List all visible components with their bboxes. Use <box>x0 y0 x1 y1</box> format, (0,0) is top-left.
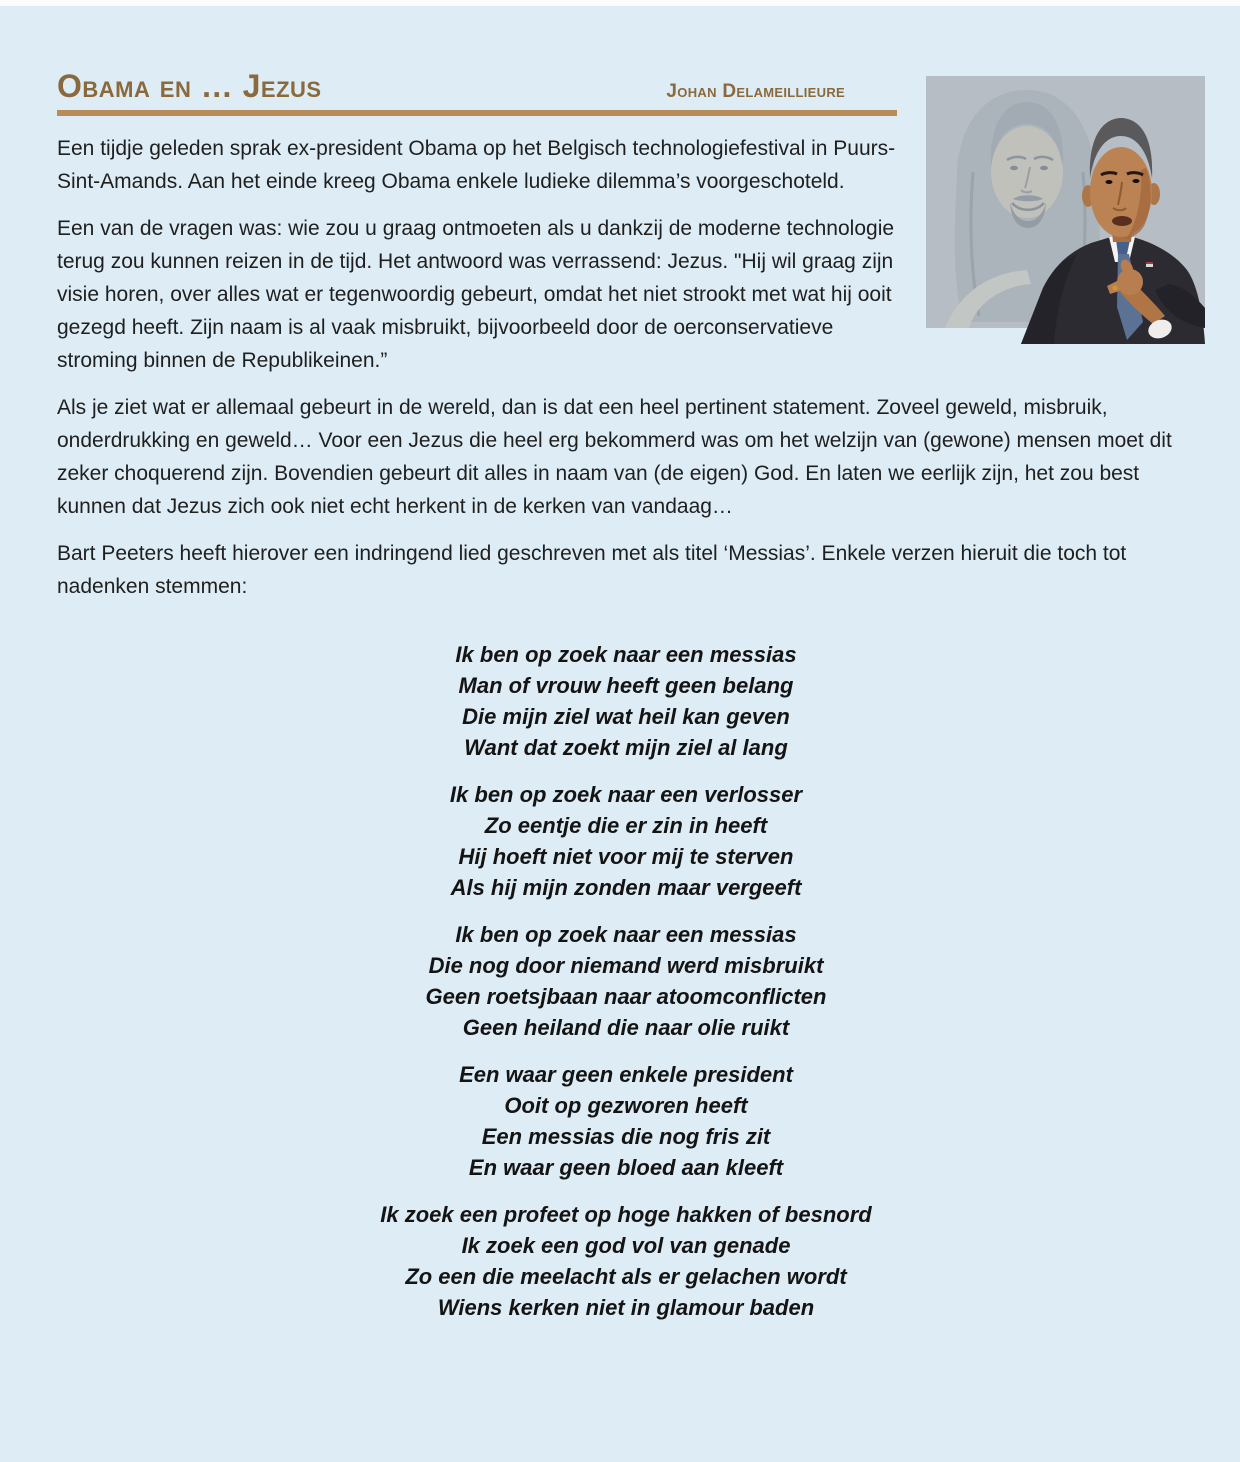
poem-line: Geen heiland die naar olie ruikt <box>462 1015 790 1040</box>
poem-line: Een messias die nog fris zit <box>481 1124 771 1149</box>
paragraph-intro: Een tijdje geleden sprak ex-president Obama op het Belgisch technologiefestival in Puurs-Sint-Amands. Aan het einde kreeg Obama enkele ludieke dilemma’s voorgeschoteld. <box>57 137 896 193</box>
page-title: Obama en … Jezus <box>57 68 322 104</box>
poem-stanza-1 <box>57 639 1195 763</box>
poem-line: En waar geen bloed aan kleeft <box>468 1155 784 1180</box>
obama-jesus-illustration <box>915 72 1205 344</box>
poem-stanza-3 <box>57 919 1195 1043</box>
illustration-canvas <box>915 72 1205 344</box>
poem-stanza-4 <box>57 1059 1195 1183</box>
poem-line: Zo eentje die er zin in heeft <box>484 813 768 838</box>
poem-line: Man of vrouw heeft geen belang <box>458 673 794 698</box>
poem-line: Ik ben op zoek naar een messias <box>455 642 797 667</box>
poem-line: Ik ben op zoek naar een messias <box>455 922 797 947</box>
poem-line: Ooit op gezworen heeft <box>504 1093 748 1118</box>
poem-line: Een waar geen enkele president <box>459 1062 793 1087</box>
poem-line: Hij hoeft niet voor mij te sterven <box>458 844 794 869</box>
poem-line: Want dat zoekt mijn ziel al lang <box>464 735 788 760</box>
poem-line: Die mijn ziel wat heil kan geven <box>462 704 790 729</box>
poem-messias <box>57 639 1195 1323</box>
paragraph-question: Een van de vragen was: wie zou u graag ontmoeten als u dankzij de moderne technologie terug zou kunnen reizen in de tijd. Het antwoord was verrassend: Jezus. "Hij wil graag zijn visie horen, over alles wat er tegenwoordig gebeurt, omdat het niet strookt met wat hij ooit gezegd heeft. Zijn naam is al vaak misbruikt, bijvoorbeeld door de oerconservatieve stroming binnen de Republikeinen.” <box>57 217 895 372</box>
poem-stanza-5 <box>57 1199 1195 1323</box>
poem-line: Ik ben op zoek naar een verlosser <box>449 782 803 807</box>
author-name: Johan Delameillieure <box>666 81 845 102</box>
paragraph-bart-peeters: Bart Peeters heeft hierover een indringend lied geschreven met als titel ‘Messias’. Enkele verzen hieruit die toch tot nadenken stemmen: <box>57 542 1127 598</box>
poem-line: Ik zoek een god vol van genade <box>461 1233 791 1258</box>
poem-line: Zo een die meelacht als er gelachen wordt <box>405 1264 847 1289</box>
paragraph-reflection: Als je ziet wat er allemaal gebeurt in de wereld, dan is dat een heel pertinent statement. Zoveel geweld, misbruik, onderdrukking en geweld… Voor een Jezus die heel erg bekommerd was om het welzijn van (gewone) mensen moet dit zeker choquerend zijn. Bovendien gebeurt dit alles in naam van (de eigen) God. En laten we eerlijk zijn, het zou best kunnen dat Jezus zich ook niet echt herkent in de kerken van vandaag… <box>57 396 1172 518</box>
document-page <box>0 6 1240 1462</box>
poem-line: Als hij mijn zonden maar vergeeft <box>450 875 802 900</box>
poem-stanza-2 <box>57 779 1195 903</box>
poem-line: Ik zoek een profeet op hoge hakken of besnord <box>380 1202 872 1227</box>
document-header <box>57 68 897 116</box>
poem-line: Wiens kerken niet in glamour baden <box>437 1295 815 1320</box>
poem-line: Geen roetsjbaan naar atoomconflicten <box>425 984 827 1009</box>
poem-line: Die nog door niemand werd misbruikt <box>428 953 824 978</box>
